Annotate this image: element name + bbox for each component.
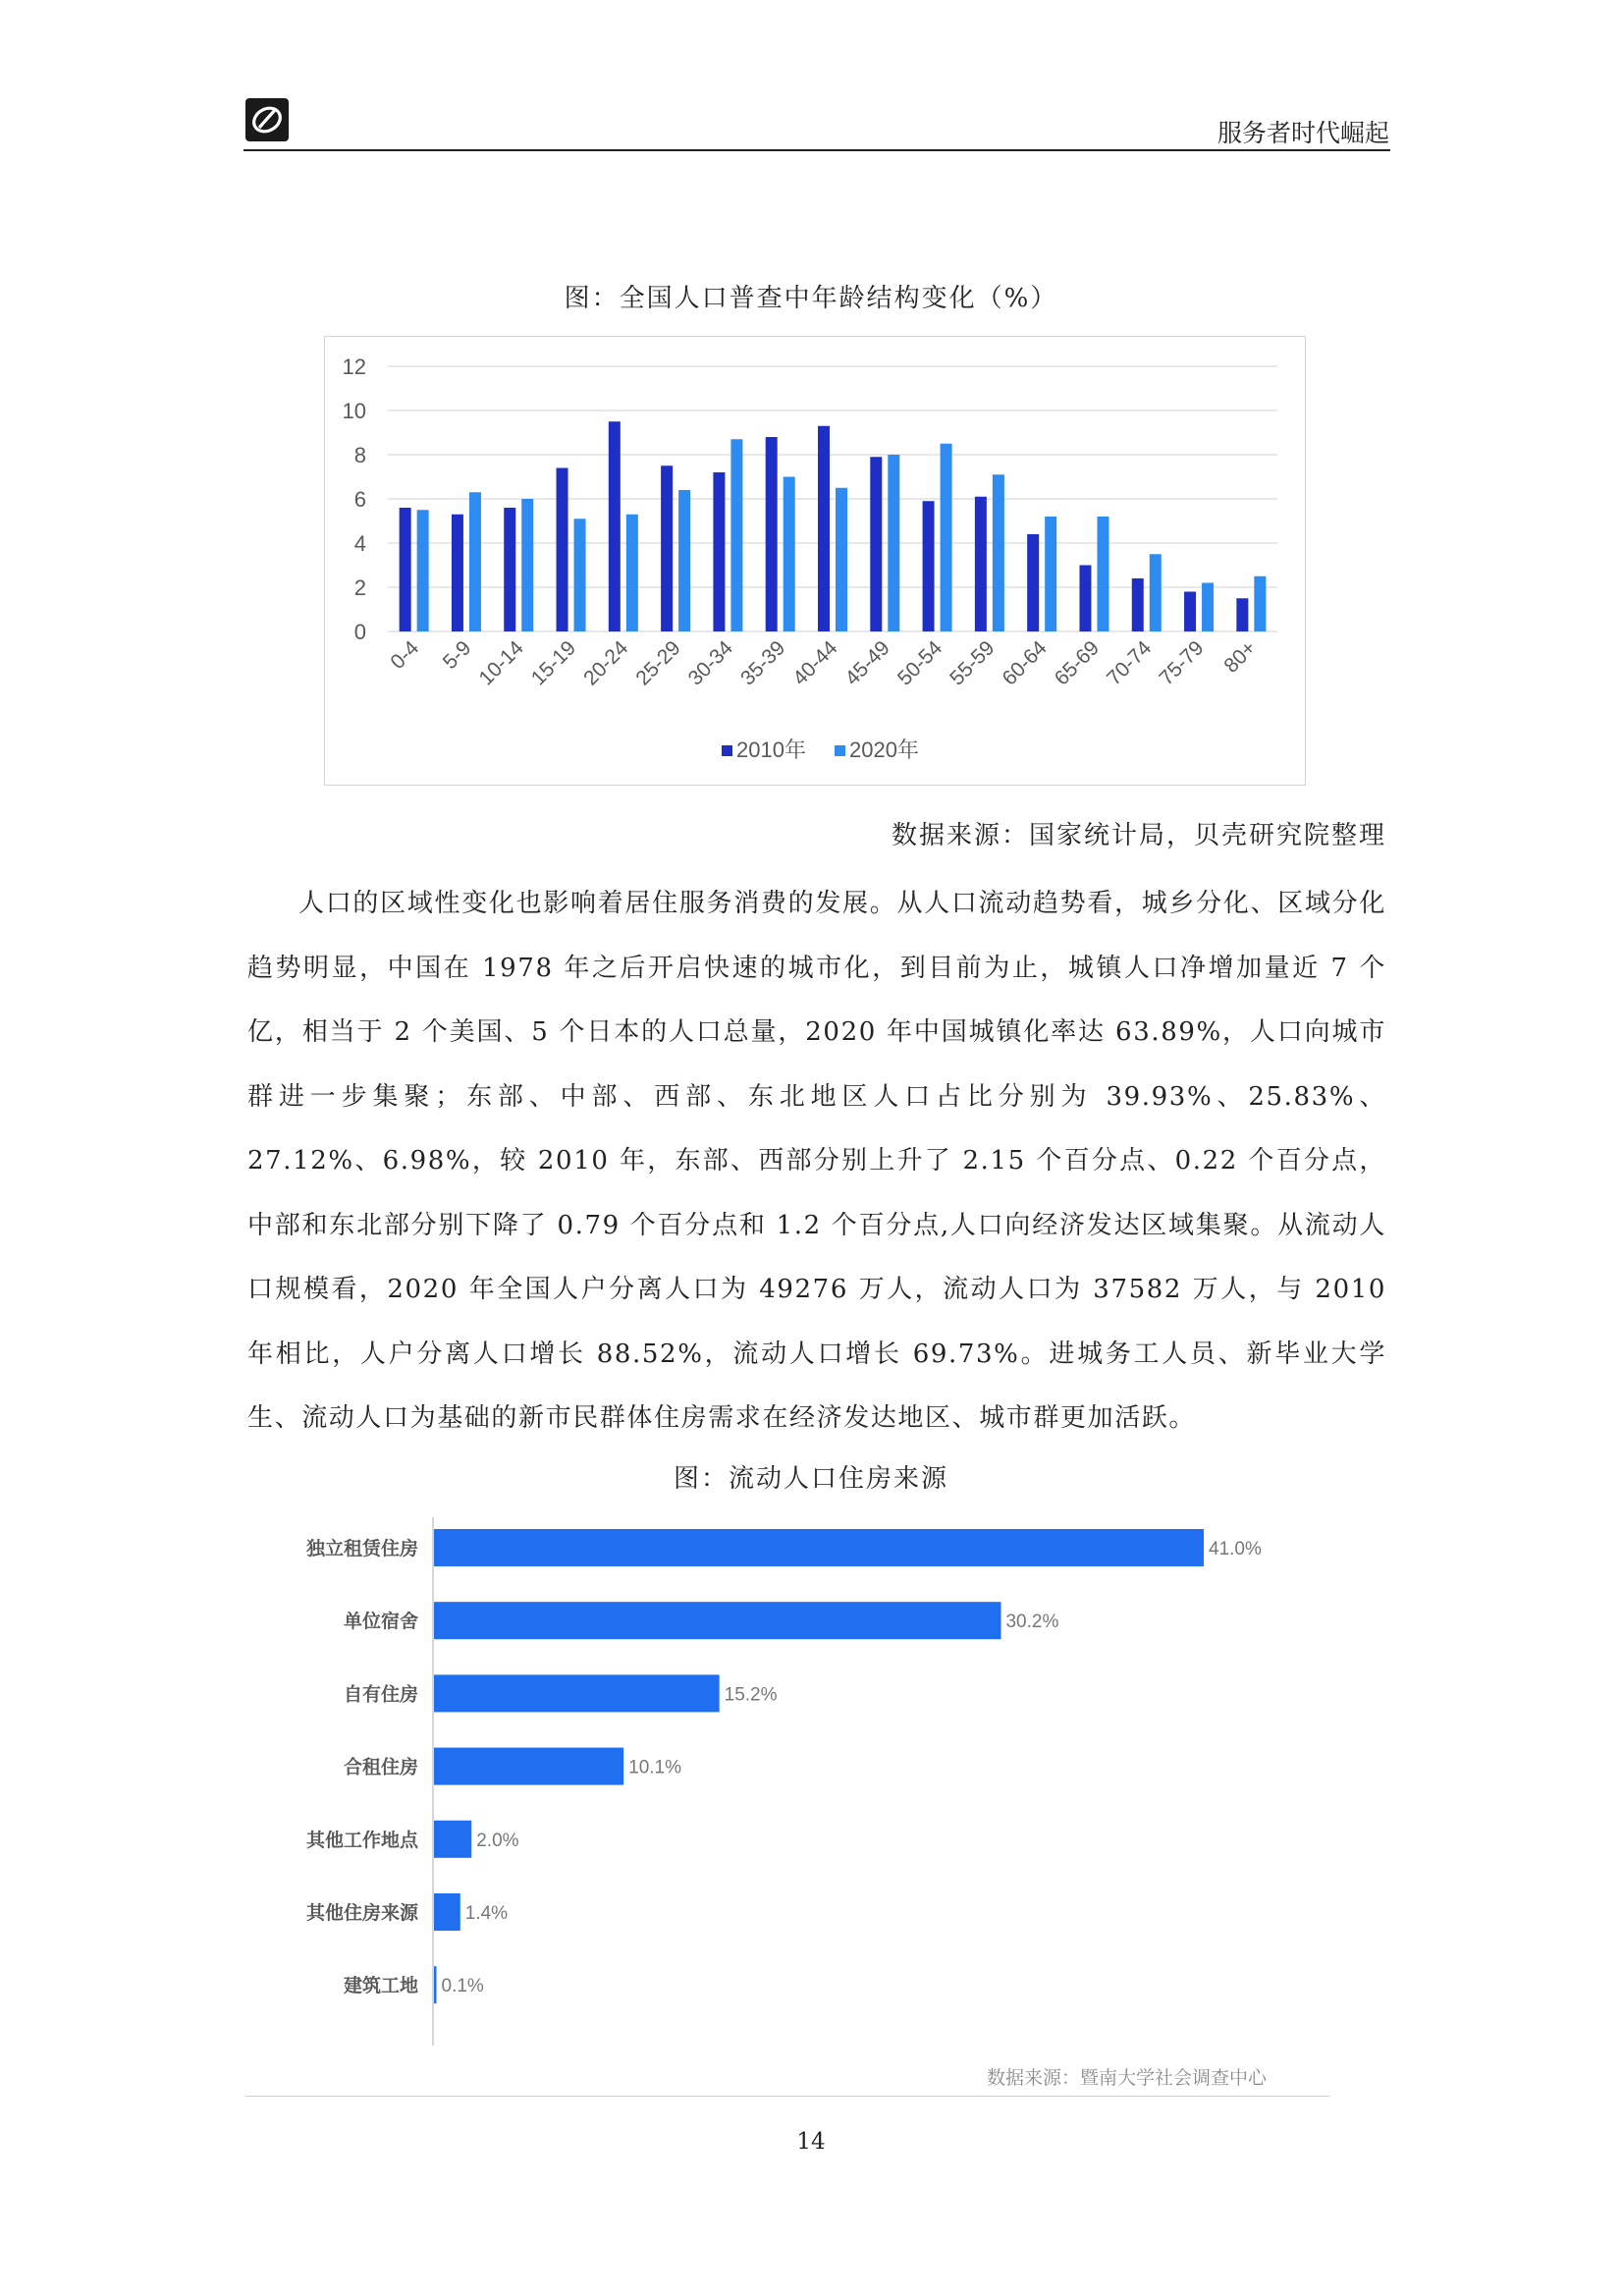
housing-source-chart: [295, 1517, 1335, 2087]
bar-2010年-15-19: [557, 468, 568, 632]
x-tick-label: 20-24: [579, 636, 633, 690]
x-tick-label: 70-74: [1103, 636, 1157, 690]
y-tick-label: 10: [342, 399, 366, 423]
chart2-caption: 图：流动人口住房来源: [673, 1464, 948, 1494]
age-structure-chart-svg: [325, 337, 1305, 785]
footer-divider: [245, 2096, 1329, 2097]
category-label: 建筑工地: [343, 1976, 418, 1997]
bar-2020年-50-54: [941, 444, 952, 631]
bar-2010年-0-4: [400, 508, 411, 631]
category-label: 单位宿舍: [343, 1612, 418, 1633]
bar-2010年-75-79: [1184, 592, 1196, 632]
chart2-source: 数据来源：暨南大学社会调查中心: [986, 2068, 1267, 2087]
bar-2020年-0-4: [417, 510, 429, 631]
bar-2010年-35-39: [766, 437, 778, 631]
body-paragraph: 人口的区域性变化也影响着居住服务消费的发展。从人口流动趋势看，城乡分化、区域分化趋势明显，中国在 1978 年之后开启快速的城市化，到目前为止，城镇人口净增加量近 7 个亿，相当于 2 个美国、5 个日本的人口总量，2020 年中国城镇化率达 63.89%，人口向城市群进一步集聚；东部、中部、西部、东北地区人口占比分别为 39.93%、25.83%、27.12%、6.98%，较 2010 年，东部、西部分别上升了 2.15 个百分点、0.22 个百分点，中部和东北部分别下降了 0.79 个百分点和 1.2 个百分点,人口向经济发达区域集聚。从流动人口规模看，2020 年全国人户分离人口为 49276 万人，流动人口为 37582 万人，与 2010 年相比，人户分离人口增长 88.52%，流动人口增长 69.73%。进城务工人员、新毕业大学生、流动人口为基础的新市民群体住房需求在经济发达地区、城市群更加活跃。: [247, 889, 1386, 1433]
bar-2020年-80+: [1254, 576, 1266, 631]
bar-2010年-20-24: [609, 421, 621, 631]
bar-2010年-60-64: [1027, 534, 1039, 631]
bar-2010年-80+: [1236, 598, 1248, 631]
bar-2010年-50-54: [923, 501, 935, 631]
bar-2020年-45-49: [888, 455, 899, 631]
x-tick-label: 25-29: [631, 636, 685, 690]
x-tick-label: 75-79: [1155, 636, 1209, 690]
bar-2020年-25-29: [678, 490, 690, 631]
y-tick-label: 6: [353, 487, 366, 512]
x-tick-label: 15-19: [526, 636, 581, 690]
bar-2010年-30-34: [713, 472, 725, 631]
legend-label: 2020年: [849, 738, 919, 762]
y-tick-label: 2: [353, 575, 366, 600]
value-label: 2.0%: [476, 1830, 519, 1851]
x-tick-label: 65-69: [1050, 636, 1105, 690]
bar-自有住房: [434, 1674, 720, 1712]
bar-2010年-65-69: [1079, 566, 1091, 632]
legend-label: 2010年: [736, 738, 806, 762]
bar-2010年-10-14: [504, 508, 515, 631]
x-tick-label: 30-34: [683, 636, 737, 690]
legend-swatch-2020年: [835, 745, 845, 756]
bar-2010年-55-59: [975, 497, 987, 631]
x-tick-label: 45-49: [840, 636, 894, 690]
bar-2010年-40-44: [818, 426, 830, 631]
bar-2020年-5-9: [469, 492, 481, 631]
swirl-logo-icon: [245, 98, 289, 141]
x-tick-label: 80+: [1219, 636, 1261, 678]
value-label: 10.1%: [628, 1757, 682, 1778]
header-divider: [243, 149, 1390, 151]
bar-建筑工地: [434, 1966, 437, 2003]
bar-2020年-65-69: [1097, 517, 1108, 631]
category-label: 其他工作地点: [305, 1830, 418, 1851]
bar-2020年-35-39: [784, 477, 795, 632]
category-label: 其他住房来源: [305, 1903, 418, 1924]
bar-2020年-60-64: [1045, 517, 1056, 631]
bar-2020年-15-19: [574, 519, 586, 631]
value-label: 1.4%: [464, 1903, 509, 1924]
bar-2010年-70-74: [1132, 578, 1144, 631]
bar-其他工作地点: [434, 1821, 471, 1858]
x-tick-label: 10-14: [474, 636, 528, 690]
x-tick-label: 35-39: [735, 636, 790, 690]
bar-2010年-25-29: [661, 465, 673, 631]
bar-2010年-45-49: [870, 457, 882, 631]
value-label: 0.1%: [441, 1976, 484, 1997]
bar-独立租赁住房: [434, 1529, 1204, 1566]
x-tick-label: 5-9: [438, 636, 476, 675]
bar-2020年-40-44: [836, 488, 847, 631]
y-tick-label: 4: [353, 531, 366, 556]
y-tick-label: 12: [342, 355, 366, 379]
header-title: 服务者时代崛起: [1216, 119, 1389, 147]
category-label: 自有住房: [343, 1684, 418, 1706]
chart1-caption: 图：全国人口普查中年龄结构变化（%）: [564, 284, 1058, 313]
bar-2020年-70-74: [1150, 554, 1162, 631]
chart1-source: 数据来源：国家统计局，贝壳研究院整理: [891, 821, 1386, 850]
bar-合租住房: [434, 1748, 623, 1785]
bar-2020年-20-24: [626, 515, 638, 631]
value-label: 15.2%: [724, 1684, 778, 1706]
x-tick-label: 55-59: [946, 636, 1000, 690]
y-tick-label: 0: [353, 620, 366, 644]
x-tick-label: 50-54: [892, 636, 947, 690]
bar-2020年-55-59: [993, 474, 1004, 631]
bar-单位宿舍: [434, 1602, 1000, 1639]
page-number: 14: [796, 2129, 826, 2155]
y-tick-label: 8: [353, 443, 366, 467]
value-label: 30.2%: [1005, 1612, 1059, 1633]
bar-2010年-5-9: [452, 515, 463, 631]
x-tick-label: 40-44: [788, 636, 842, 690]
category-label: 独立租赁住房: [305, 1539, 418, 1559]
category-label: 合租住房: [343, 1757, 418, 1778]
x-tick-label: 0-4: [386, 636, 424, 675]
value-label: 41.0%: [1209, 1539, 1262, 1559]
bar-2020年-75-79: [1202, 583, 1214, 632]
x-tick-label: 60-64: [998, 636, 1052, 690]
bar-其他住房来源: [434, 1893, 460, 1931]
bar-2020年-30-34: [730, 439, 742, 631]
age-structure-chart: [324, 336, 1306, 786]
bar-2020年-10-14: [521, 499, 533, 631]
legend-swatch-2010年: [722, 745, 732, 756]
